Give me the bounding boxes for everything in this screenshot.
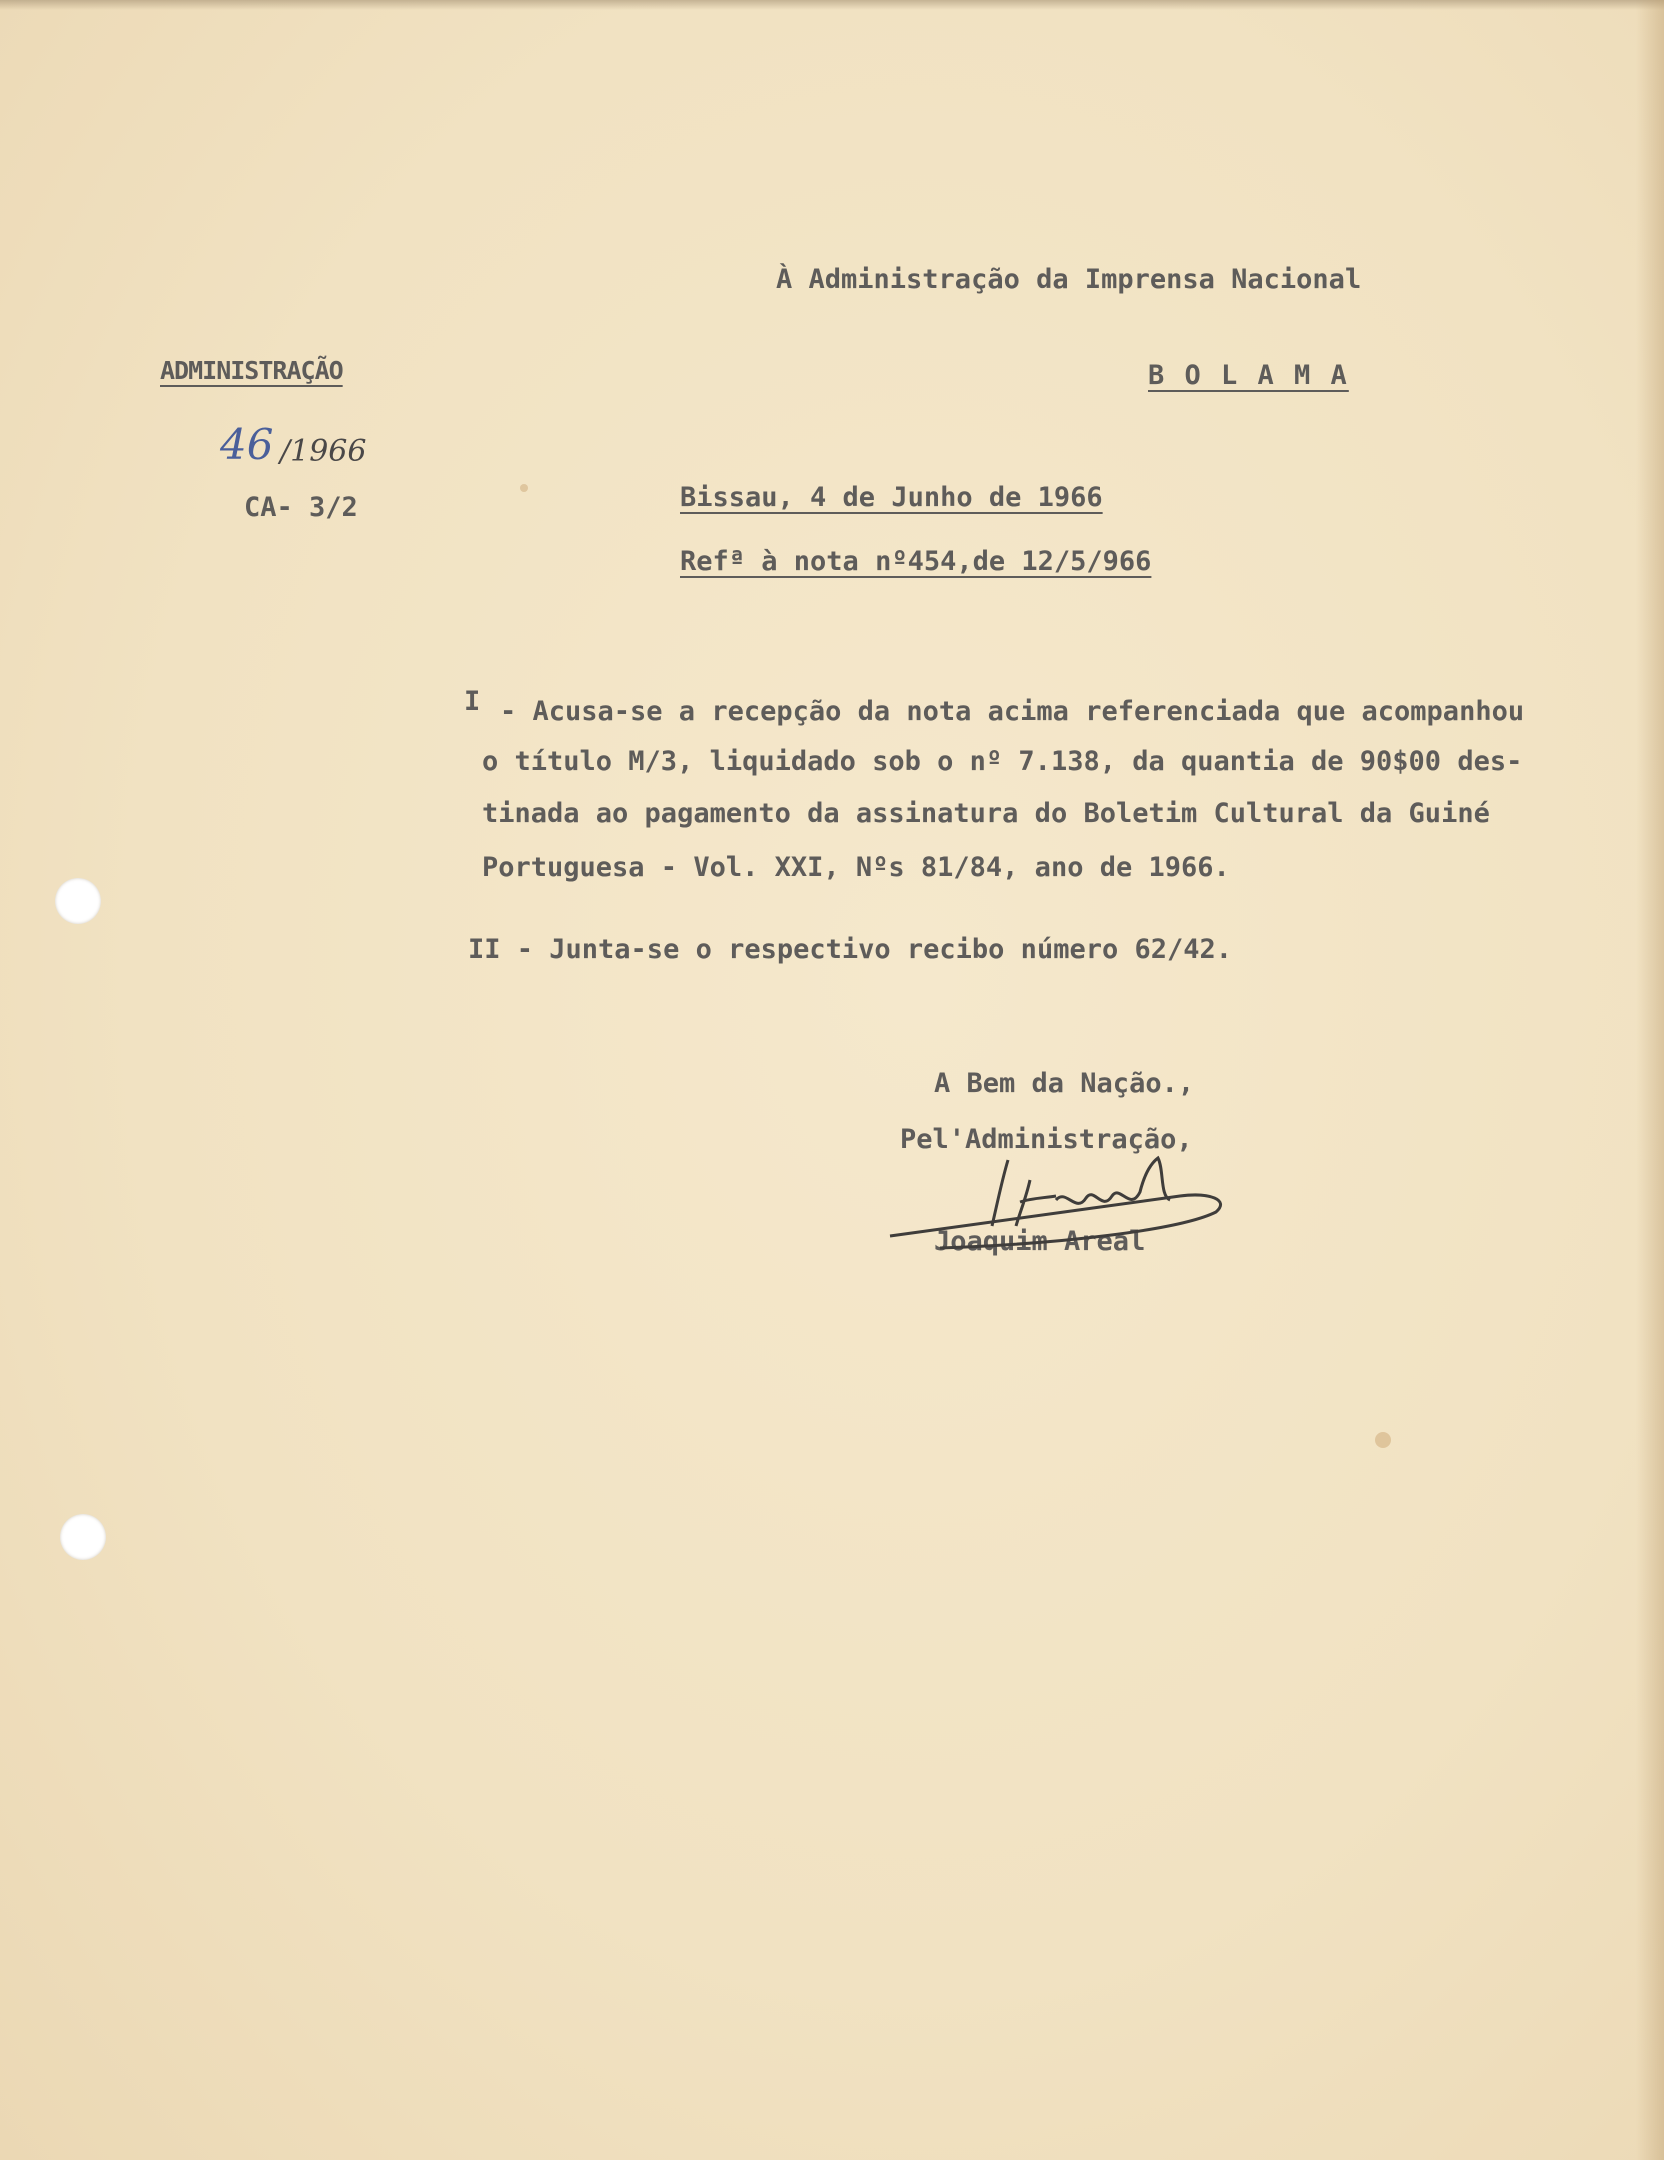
punch-hole-upper [55, 878, 101, 924]
paragraph-1-label: I [464, 686, 481, 717]
paragraph-1-line: tinada ao pagamento da assinatura do Boletim Cultural da Guiné [482, 798, 1490, 829]
paragraph-1-line: - Acusa-se a recepção da nota acima referenciada que acompanhou [500, 696, 1525, 727]
place-date: Bissau, 4 de Junho de 1966 [680, 482, 1103, 513]
signatory-name: Joaquim Areal [934, 1226, 1146, 1257]
file-code: CA- 3/2 [244, 492, 358, 523]
closing-salutation: A Bem da Nação., [934, 1068, 1195, 1099]
department-stamp: ADMINISTRAÇÃO [160, 356, 343, 385]
signature-image [880, 1140, 1240, 1260]
addressee-line2: B O L A M A [1148, 360, 1349, 391]
paragraph-1-line: Portuguesa - Vol. XXI, Nºs 81/84, ano de 1966. [482, 852, 1230, 883]
stain-spot-small [520, 484, 528, 492]
page-top-edge [0, 0, 1664, 10]
closing-on-behalf: Pel'Administração, [900, 1124, 1193, 1155]
paragraph-1-line: o título M/3, liquidado sob o nº 7.138, da quantia de 90$00 des- [482, 746, 1523, 777]
punch-hole-lower [60, 1514, 106, 1560]
stain-spot [1375, 1432, 1391, 1448]
handwritten-number: 46 [220, 420, 274, 469]
note-reference: Refª à nota nº454,de 12/5/966 [680, 546, 1152, 577]
paragraph-2: II - Junta-se o respectivo recibo número 62/42. [468, 934, 1233, 965]
handwritten-year: /1966 [280, 434, 367, 469]
page-right-edge [1636, 0, 1664, 2160]
addressee-line1: À Administração da Imprensa Nacional [776, 264, 1362, 295]
